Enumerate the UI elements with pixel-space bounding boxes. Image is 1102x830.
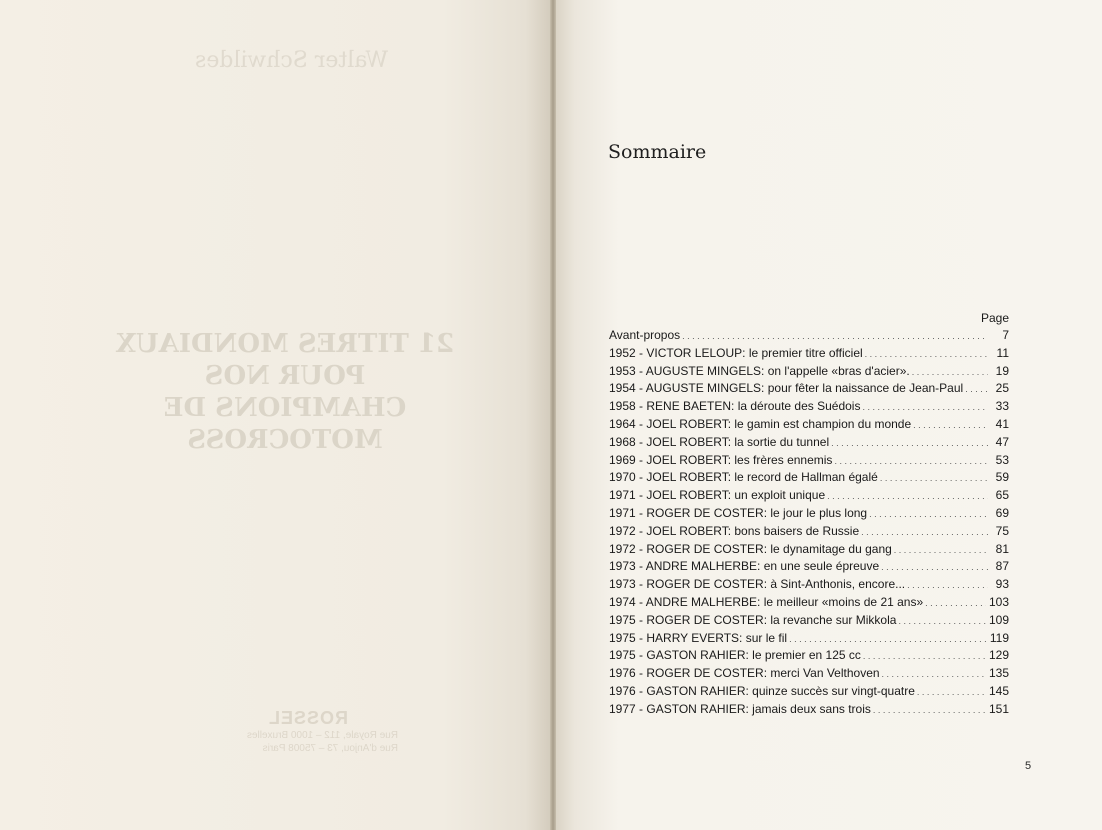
toc-entry-title: 1954 - AUGUSTE MINGELS: pour fêter la naissance de Jean-Paul xyxy=(609,381,964,396)
toc-entry-title: 1964 - JOEL ROBERT: le gamin est champion du monde xyxy=(609,416,912,431)
toc-leader-dots xyxy=(912,363,988,382)
toc-entry-page: 87 xyxy=(995,559,1009,574)
toc-entry xyxy=(609,416,1009,434)
toc-entry xyxy=(609,647,1009,665)
toc-entry-page: 47 xyxy=(995,434,1009,449)
publisher-logo: ROSSEL xyxy=(267,708,348,728)
toc-entry xyxy=(609,434,1009,452)
toc-entry xyxy=(609,594,1009,612)
toc-leader-dots xyxy=(881,558,988,577)
toc-entry-title: 1953 - AUGUSTE MINGELS: on l'appelle «bras d'acier». xyxy=(609,363,910,378)
toc-entry-title: 1972 - JOEL ROBERT: bons baisers de Russie xyxy=(609,523,860,538)
toc-entry-title: 1973 - ANDRE MALHERBE: en une seule épreuve xyxy=(609,559,880,574)
toc-entry xyxy=(609,363,1009,381)
toc-entry-title: 1976 - GASTON RAHIER: quinze succès sur vingt-quatre xyxy=(609,683,915,698)
toc-entry-title: 1975 - GASTON RAHIER: le premier en 125 cc xyxy=(609,648,861,663)
show-through-title: 21 TITRES MONDIAUX POUR NOS CHAMPIONS DE MOTOCROSS xyxy=(115,329,455,455)
toc-entry xyxy=(609,505,1009,523)
toc-entry-title: Avant-propos xyxy=(609,328,681,342)
toc-entry-page: 33 xyxy=(995,399,1009,414)
toc-entry xyxy=(609,541,1009,559)
publisher-address-paris: Rue d'Anjou, 73 – 75008 Paris xyxy=(262,743,398,754)
toc-entry-page: 129 xyxy=(988,648,1009,663)
toc-entry-title: 1975 - HARRY EVERTS: sur le fil xyxy=(609,630,788,645)
toc-entry-page: 41 xyxy=(995,416,1009,431)
toc-entry xyxy=(609,612,1009,630)
toc-entry-page: 59 xyxy=(995,470,1009,485)
toc-entry-title: 1971 - JOEL ROBERT: un exploit unique xyxy=(609,488,826,503)
show-through-author: Walter Schwildes xyxy=(195,48,389,73)
toc-leader-dots xyxy=(682,327,988,346)
toc-entry xyxy=(609,558,1009,576)
toc-entry-page: 7 xyxy=(1002,328,1009,342)
publisher-address-brussels: Rue Royale, 112 – 1000 Bruxelles xyxy=(246,730,398,741)
toc-leader-dots xyxy=(861,523,988,542)
toc-entry-page: 135 xyxy=(988,666,1009,681)
toc-entry xyxy=(609,630,1009,648)
toc-entry-page: 11 xyxy=(996,345,1009,360)
toc-entry-page: 151 xyxy=(988,701,1009,716)
toc-entry-title: 1976 - ROGER DE COSTER: merci Van Velthoven xyxy=(609,666,880,681)
toc-entry-title: 1974 - ANDRE MALHERBE: le meilleur «moins de 21 ans» xyxy=(609,594,924,609)
toc-entry-page: 75 xyxy=(995,523,1009,538)
toc-entry xyxy=(609,665,1009,683)
toc-leader-dots xyxy=(880,469,988,488)
page-number: 5 xyxy=(1025,760,1032,772)
toc-entry xyxy=(609,345,1009,363)
toc-leader-dots xyxy=(965,380,988,399)
toc-leader-dots xyxy=(925,594,986,613)
toc-entry-title: 1975 - ROGER DE COSTER: la revanche sur Mikkola xyxy=(609,612,897,627)
show-through-publisher xyxy=(168,708,398,755)
toc-entries xyxy=(609,327,1009,719)
toc-entry-title: 1952 - VICTOR LELOUP: le premier titre officiel xyxy=(609,345,863,360)
toc-leader-dots xyxy=(917,683,986,702)
toc-leader-dots xyxy=(789,630,987,649)
toc-entry xyxy=(609,380,1009,398)
toc-entry-page: 19 xyxy=(995,363,1009,378)
toc-entry-page: 81 xyxy=(995,541,1009,556)
toc-entry-title: 1972 - ROGER DE COSTER: le dynamitage du gang xyxy=(609,541,892,556)
contents-heading: Sommaire xyxy=(608,141,707,163)
toc-leader-dots xyxy=(907,576,988,595)
toc-entry xyxy=(609,701,1009,719)
toc-leader-dots xyxy=(863,647,986,666)
toc-entry xyxy=(609,576,1009,594)
toc-entry-page: 65 xyxy=(995,488,1009,503)
table-of-contents xyxy=(609,310,1009,719)
toc-entry-title: 1973 - ROGER DE COSTER: à Sint-Anthonis, encore... xyxy=(609,577,906,592)
toc-leader-dots xyxy=(862,398,988,417)
toc-leader-dots xyxy=(827,487,988,506)
page-column-header: Page xyxy=(980,311,1009,325)
toc-entry-title: 1970 - JOEL ROBERT: le record de Hallman égalé xyxy=(609,470,878,485)
toc-entry xyxy=(609,469,1009,487)
toc-entry xyxy=(609,327,1009,345)
toc-entry-page: 53 xyxy=(995,452,1009,467)
toc-entry xyxy=(609,452,1009,470)
toc-entry-title: 1969 - JOEL ROBERT: les frères ennemis xyxy=(609,452,833,467)
toc-entry xyxy=(609,398,1009,416)
toc-entry xyxy=(609,523,1009,541)
toc-leader-dots xyxy=(834,452,988,471)
toc-entry-page: 103 xyxy=(988,594,1009,609)
toc-entry-page: 109 xyxy=(988,612,1009,627)
toc-entry xyxy=(609,487,1009,505)
toc-entry-page: 25 xyxy=(995,381,1009,396)
book-gutter xyxy=(550,0,556,830)
toc-leader-dots xyxy=(898,612,986,631)
toc-entry-page: 119 xyxy=(989,630,1009,645)
toc-entry-title: 1977 - GASTON RAHIER: jamais deux sans trois xyxy=(609,701,871,716)
toc-leader-dots xyxy=(882,665,986,684)
toc-leader-dots xyxy=(913,416,988,435)
toc-entry-page: 93 xyxy=(995,577,1009,592)
toc-entry-page: 69 xyxy=(995,505,1009,520)
toc-leader-dots xyxy=(865,345,988,364)
toc-entry-title: 1968 - JOEL ROBERT: la sortie du tunnel xyxy=(609,434,830,449)
toc-leader-dots xyxy=(869,505,988,524)
toc-leader-dots xyxy=(831,434,988,453)
toc-entry-title: 1958 - RENE BAETEN: la déroute des Suédois xyxy=(609,399,861,414)
right-page xyxy=(553,0,1102,830)
toc-entry-page: 145 xyxy=(988,683,1009,698)
toc-leader-dots xyxy=(873,701,986,720)
toc-entry-title: 1971 - ROGER DE COSTER: le jour le plus long xyxy=(609,505,868,520)
toc-entry xyxy=(609,683,1009,701)
toc-leader-dots xyxy=(894,541,988,560)
